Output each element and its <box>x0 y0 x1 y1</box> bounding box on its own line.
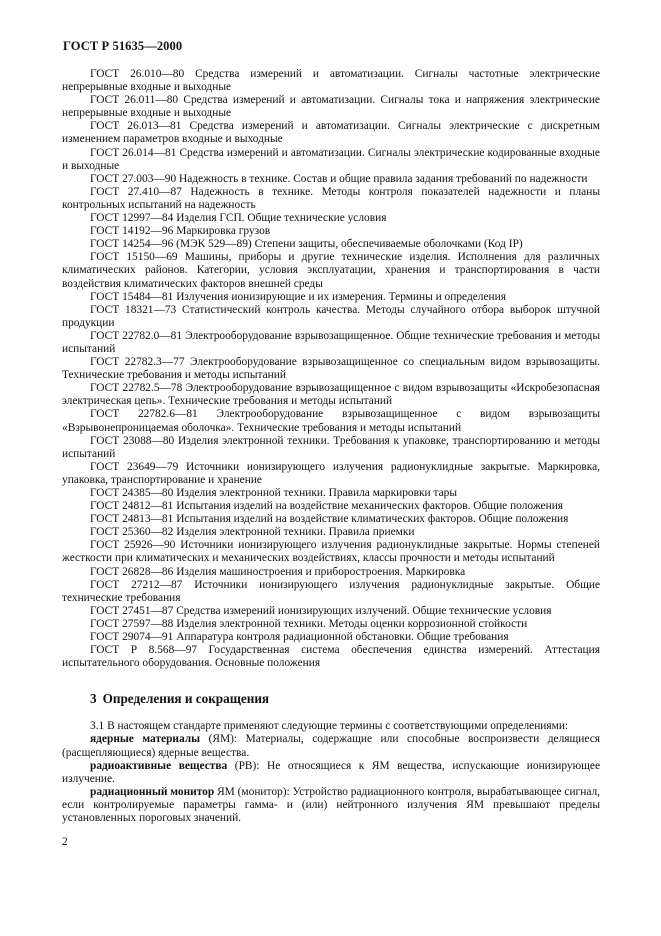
normative-references-list <box>62 68 600 670</box>
definition-text: (РВ): Не относящиеся к ЯМ вещества, испускающие ионизирующее излучение. <box>62 759 600 785</box>
reference-title: Маркировка грузов <box>176 225 271 238</box>
reference-item <box>62 356 600 382</box>
reference-code: ГОСТ 12997—84 <box>90 212 174 225</box>
reference-code: ГОСТ 23088—80 <box>90 434 175 447</box>
reference-item <box>62 513 600 526</box>
reference-item <box>62 225 600 238</box>
definition-text: (ЯМ): Материалы, содержащие или способные воспроизвести делящиеся (расщепляющиеся) ядерные вещества. <box>62 733 600 759</box>
reference-code: ГОСТ Р 8.568—97 <box>90 644 198 657</box>
reference-item <box>62 212 600 225</box>
reference-title: Государственная система обеспечения единства измерений. Аттестация испытательного оборудования. Основные положения <box>62 644 600 670</box>
reference-title: Статистический контроль качества. Методы случайного отбора выборок штучной продукции <box>62 303 600 329</box>
definition-item <box>62 733 600 759</box>
reference-title: Средства измерений ионизирующих излучений. Общие технические условия <box>176 604 552 617</box>
reference-title: Изделия ГСП. Общие технические условия <box>176 212 387 225</box>
reference-item <box>62 631 600 644</box>
reference-code: ГОСТ 24813—81 <box>90 513 174 526</box>
page-number: 2 <box>62 836 68 848</box>
reference-code: ГОСТ 27.410—87 <box>90 185 182 198</box>
reference-code: ГОСТ 27212—87 <box>90 578 183 591</box>
reference-code: ГОСТ 27597—88 <box>90 617 174 630</box>
reference-item <box>62 304 600 330</box>
reference-title: Степени защиты, обеспечиваемые оболочками (Код IP) <box>254 238 523 251</box>
reference-code: ГОСТ 18321—73 <box>90 303 177 316</box>
reference-title: Изделия электронной техники. Правила приемки <box>176 526 415 539</box>
reference-code: ГОСТ 27451—87 <box>90 604 174 617</box>
reference-title: Электрооборудование взрывозащищенное со специальным видом взрывозащиты. Технические требования и методы испытаний <box>62 356 600 382</box>
reference-item <box>62 566 600 579</box>
reference-code: ГОСТ 22782.0—81 <box>90 329 183 342</box>
reference-code: ГОСТ 26828—86 <box>90 565 174 578</box>
reference-title: Средства измерений и автоматизации. Сигналы тока и напряжения электрические непрерывные входные и выходные <box>62 94 600 120</box>
reference-item <box>62 330 600 356</box>
section-title: Определения и сокращения <box>102 691 270 707</box>
reference-title: Источники ионизирующего излучения радионуклидные закрытые. Нормы степеней жесткости при климатических и механических воздействиях, классы прочности и методы испытаний <box>62 539 600 565</box>
reference-title: Аппаратура контроля радиационной обстановки. Общие требования <box>176 631 509 644</box>
definition-term: радиационный монитор <box>90 785 215 798</box>
reference-code: ГОСТ 25360—82 <box>90 526 174 539</box>
reference-code: ГОСТ 14192—96 <box>90 225 174 238</box>
definition-item <box>62 760 600 786</box>
reference-item <box>62 147 600 173</box>
reference-title: Средства измерений и автоматизации. Сигналы электрические с дискретным изменением параметров входные и выходные <box>62 120 600 146</box>
reference-item <box>62 173 600 186</box>
reference-code: ГОСТ 15150—69 <box>90 251 178 264</box>
reference-title: Источники ионизирующего излучения радионуклидные закрытые. Общие технические требования <box>62 578 601 604</box>
reference-title: Изделия электронной техники. Требования к упаковке, транспортированию и методы испытаний <box>62 434 600 460</box>
reference-title: Средства измерений и автоматизации. Сигналы электрические кодированные входные и выходные <box>62 146 600 172</box>
reference-title: Источники ионизирующего излучения радионуклидные закрытые. Маркировка, упаковка, транспортирование и хранение <box>62 460 600 486</box>
reference-code: ГОСТ 26.013—81 <box>90 120 182 133</box>
reference-item <box>62 186 600 212</box>
reference-item <box>62 605 600 618</box>
reference-title: Надежность в технике. Состав и общие правила задания требований по надежности <box>179 172 588 185</box>
reference-code: ГОСТ 22782.3—77 <box>90 356 185 369</box>
reference-title: Изделия электронной техники. Методы оценки коррозионной стойкости <box>176 617 528 630</box>
reference-title: Средства измерений и автоматизации. Сигналы частотные электрические непрерывные входные и выходные <box>62 68 600 94</box>
reference-code: ГОСТ 22782.5—78 <box>90 382 183 395</box>
reference-code: ГОСТ 22782.6—81 <box>90 408 198 421</box>
reference-title: Электрооборудование взрывозащищенное с видом взрывозащиты «Искробезопасная электрическая цепь». Технические требования и методы испытаний <box>62 382 600 408</box>
definition-item <box>62 786 600 825</box>
reference-code: ГОСТ 23649—79 <box>90 460 179 473</box>
definition-text: ЯМ (монитор): Устройство радиационного контроля, вырабатывающее сигнал, если контролируемые параметры гамма- и (или) нейтронного излучения ЯМ превышают пределы установленных пороговых значений. <box>62 785 601 824</box>
reference-item <box>62 120 600 146</box>
page-content <box>62 68 600 825</box>
section-intro: 3.1 В настоящем стандарте применяют следующие термины с соответствующими определениями: <box>90 720 569 733</box>
definition-term: радиоактивные вещества <box>90 759 228 772</box>
reference-code: ГОСТ 14254—96 (МЭК 529—89) <box>90 238 252 251</box>
reference-item <box>62 618 600 631</box>
reference-title: Изделия машиностроения и приборостроения. Маркировка <box>176 565 466 578</box>
reference-code: ГОСТ 24812—81 <box>90 500 174 513</box>
reference-item <box>62 461 600 487</box>
reference-item <box>62 644 600 670</box>
reference-item <box>62 526 600 539</box>
reference-item <box>62 539 600 565</box>
reference-item <box>62 238 600 251</box>
reference-item <box>62 487 600 500</box>
reference-title: Электрооборудование взрывозащищенное с видом взрывозащиты «Взрывонепроницаемая оболочка». Технические требования и методы испытаний <box>62 408 600 434</box>
reference-title: Надежность в технике. Методы контроля показателей надежности и планы контрольных испытаний на надежность <box>62 185 600 211</box>
reference-item <box>62 579 600 605</box>
running-header: ГОСТ Р 51635—2000 <box>63 39 183 53</box>
reference-code: ГОСТ 15484—81 <box>90 290 174 303</box>
reference-code: ГОСТ 24385—80 <box>90 487 174 499</box>
section-number: 3 <box>90 691 97 707</box>
reference-code: ГОСТ 26.011—80 <box>90 94 179 107</box>
reference-code: ГОСТ 29074—91 <box>90 631 174 644</box>
reference-item <box>62 94 600 120</box>
reference-code: ГОСТ 26.010—80 <box>90 68 185 80</box>
reference-title: Машины, приборы и другие технические изделия. Исполнения для различных климатических районов. Категории, условия эксплуатации, хранения и транспортирования в части воздействия климатических факторов внешней среды <box>62 251 600 290</box>
reference-code: ГОСТ 27.003—90 <box>90 172 177 185</box>
reference-item <box>62 500 600 513</box>
definition-term: ядерные материалы <box>90 733 201 746</box>
reference-title: Испытания изделий на воздействие климатических факторов. Общие положения <box>176 513 569 526</box>
reference-code: ГОСТ 25926—90 <box>90 539 176 552</box>
reference-title: Излучения ионизирующие и их измерения. Термины и определения <box>176 290 506 303</box>
reference-code: ГОСТ 26.014—81 <box>90 146 177 159</box>
reference-item <box>62 382 600 408</box>
reference-title: Электрооборудование взрывозащищенное. Общие технические требования и методы испытаний <box>62 329 600 355</box>
reference-item <box>62 251 600 290</box>
section-heading <box>62 691 600 707</box>
reference-item <box>62 408 600 434</box>
reference-title: Изделия электронной техники. Правила маркировки тары <box>176 487 457 499</box>
reference-item <box>62 68 600 94</box>
reference-title: Испытания изделий на воздействие механических факторов. Общие положения <box>176 500 564 513</box>
reference-item <box>62 435 600 461</box>
reference-item <box>62 291 600 304</box>
